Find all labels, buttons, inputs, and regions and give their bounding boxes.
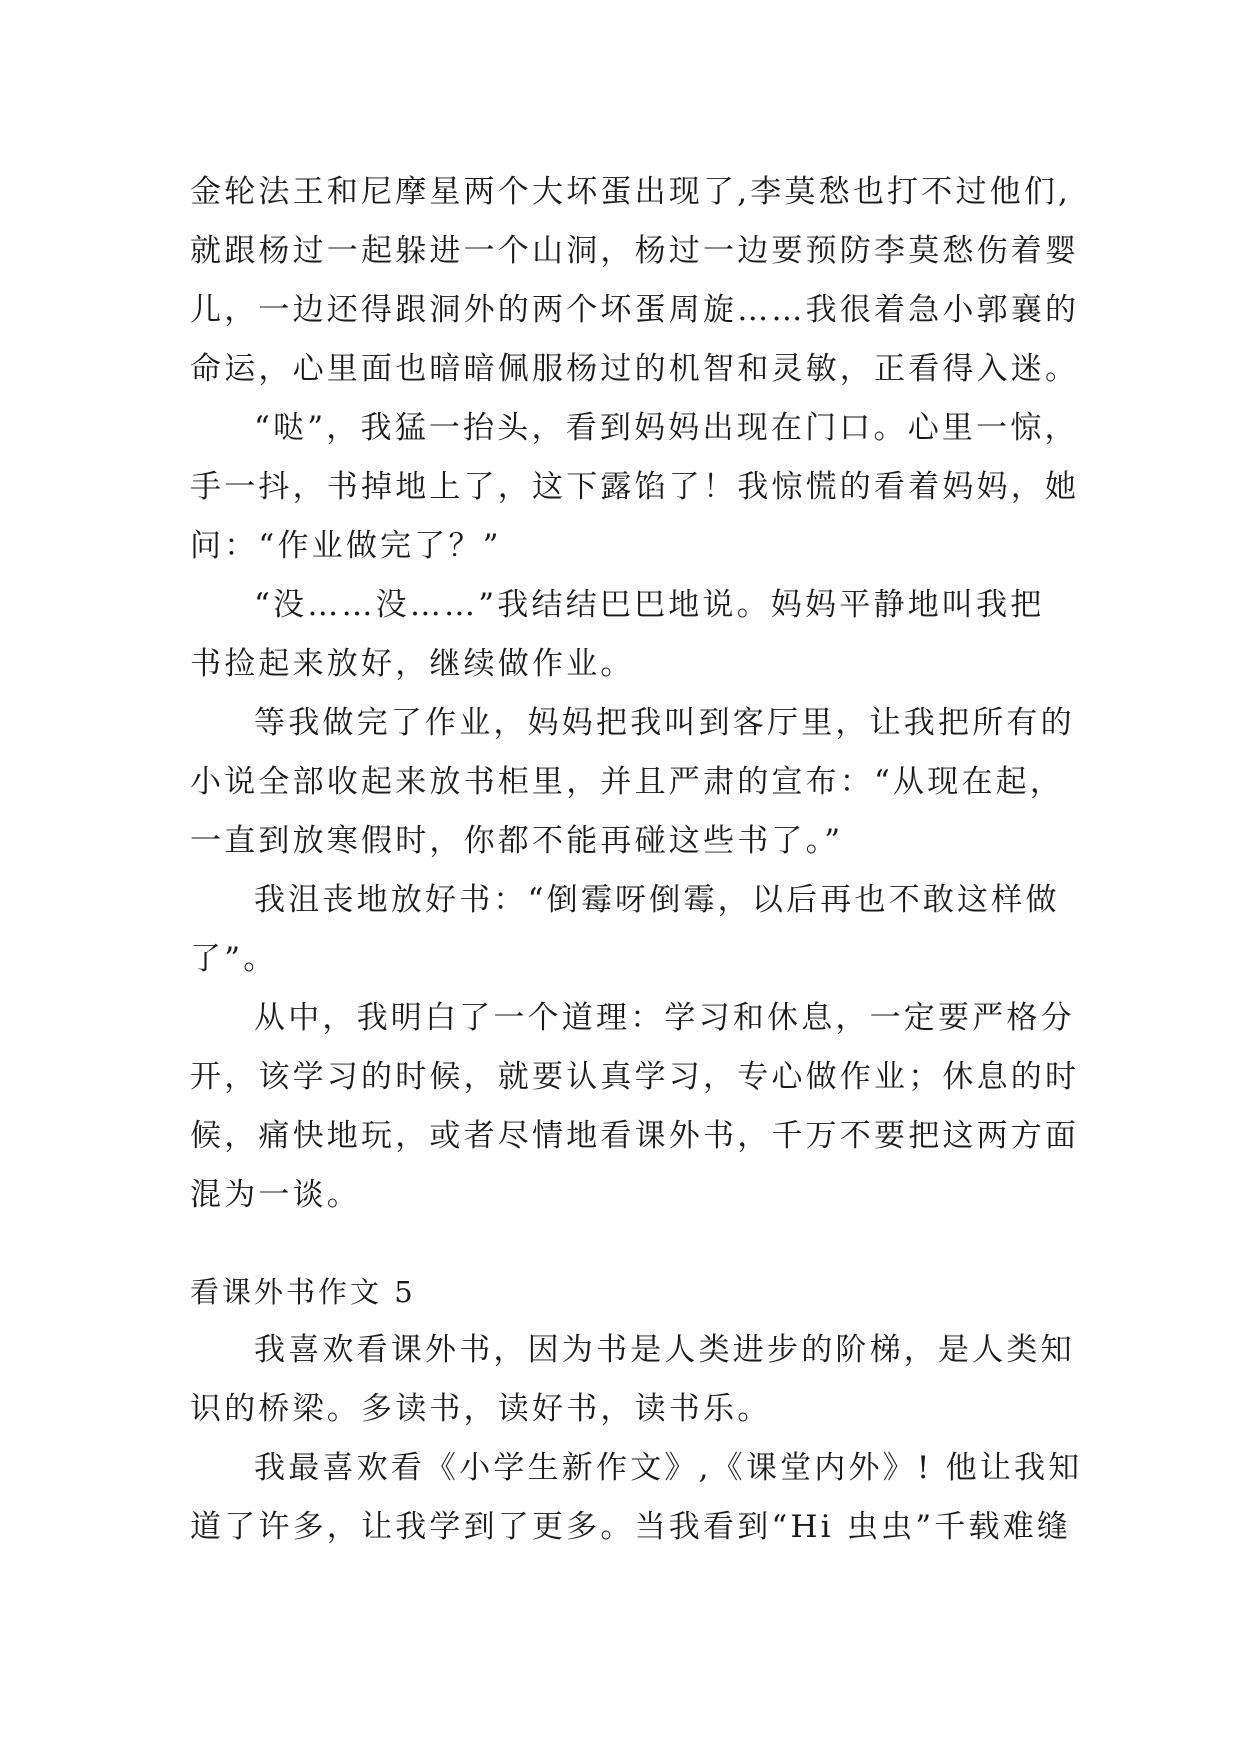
text-line: 儿，一边还得跟洞外的两个坏蛋周旋……我很着急小郭襄的	[190, 292, 1080, 328]
paragraph-start-line: 从中，我明白了一个道理：学习和休息，一定要严格分	[254, 1000, 1075, 1036]
text-line: 小说全部收起来放书柜里，并且严肃的宣布：“从现在起，	[190, 764, 1065, 800]
paragraph-start-line: 等我做完了作业，妈妈把我叫到客厅里，让我把所有的	[254, 705, 1075, 741]
text-line: 金轮法王和尼摩星两个大坏蛋出现了,李莫愁也打不过他们,	[190, 174, 1072, 210]
text-line: 就跟杨过一起躲进一个山洞，杨过一边要预防李莫愁伤着婴	[190, 233, 1080, 269]
text-line: 识的桥梁。多读书，读好书，读书乐。	[190, 1391, 772, 1427]
text-line: 问：“作业做完了？”	[190, 528, 502, 564]
paragraph-start-line: 我最喜欢看《小学生新作文》,《课堂内外》! 他让我知	[254, 1450, 1083, 1486]
text-line: 了”。	[190, 941, 278, 977]
text-line: 候，痛快地玩，或者尽情地看课外书，千万不要把这两方面	[190, 1118, 1080, 1154]
text-line: 命运，心里面也暗暗佩服杨过的机智和灵敏，正看得入迷。	[190, 351, 1080, 387]
text-line: 开，该学习的时候，就要认真学习，专心做作业；休息的时	[190, 1059, 1080, 1095]
paragraph-start-line: “没……没……”我结结巴巴地说。妈妈平静地叫我把	[254, 587, 1045, 623]
text-line: 混为一谈。	[190, 1177, 361, 1213]
paragraph-start-line: “哒”，我猛一抬头，看到妈妈出现在门口。心里一惊，	[254, 410, 1079, 446]
text-line: 书捡起来放好，继续做作业。	[190, 646, 635, 682]
text-line: 道了许多，让我学到了更多。当我看到“Hi 虫虫”千载难缝	[190, 1509, 1072, 1545]
section-heading: 看课外书作文 5	[190, 1275, 416, 1309]
text-line: 一直到放寒假时，你都不能再碰这些书了。”	[190, 823, 844, 859]
text-line: 手一抖，书掉地上了，这下露馅了！我惊慌的看着妈妈，她	[190, 469, 1080, 505]
paragraph-start-line: 我沮丧地放好书：“倒霉呀倒霉，以后再也不敢这样做	[254, 882, 1060, 918]
paragraph-start-line: 我喜欢看课外书，因为书是人类进步的阶梯，是人类知	[254, 1332, 1075, 1368]
